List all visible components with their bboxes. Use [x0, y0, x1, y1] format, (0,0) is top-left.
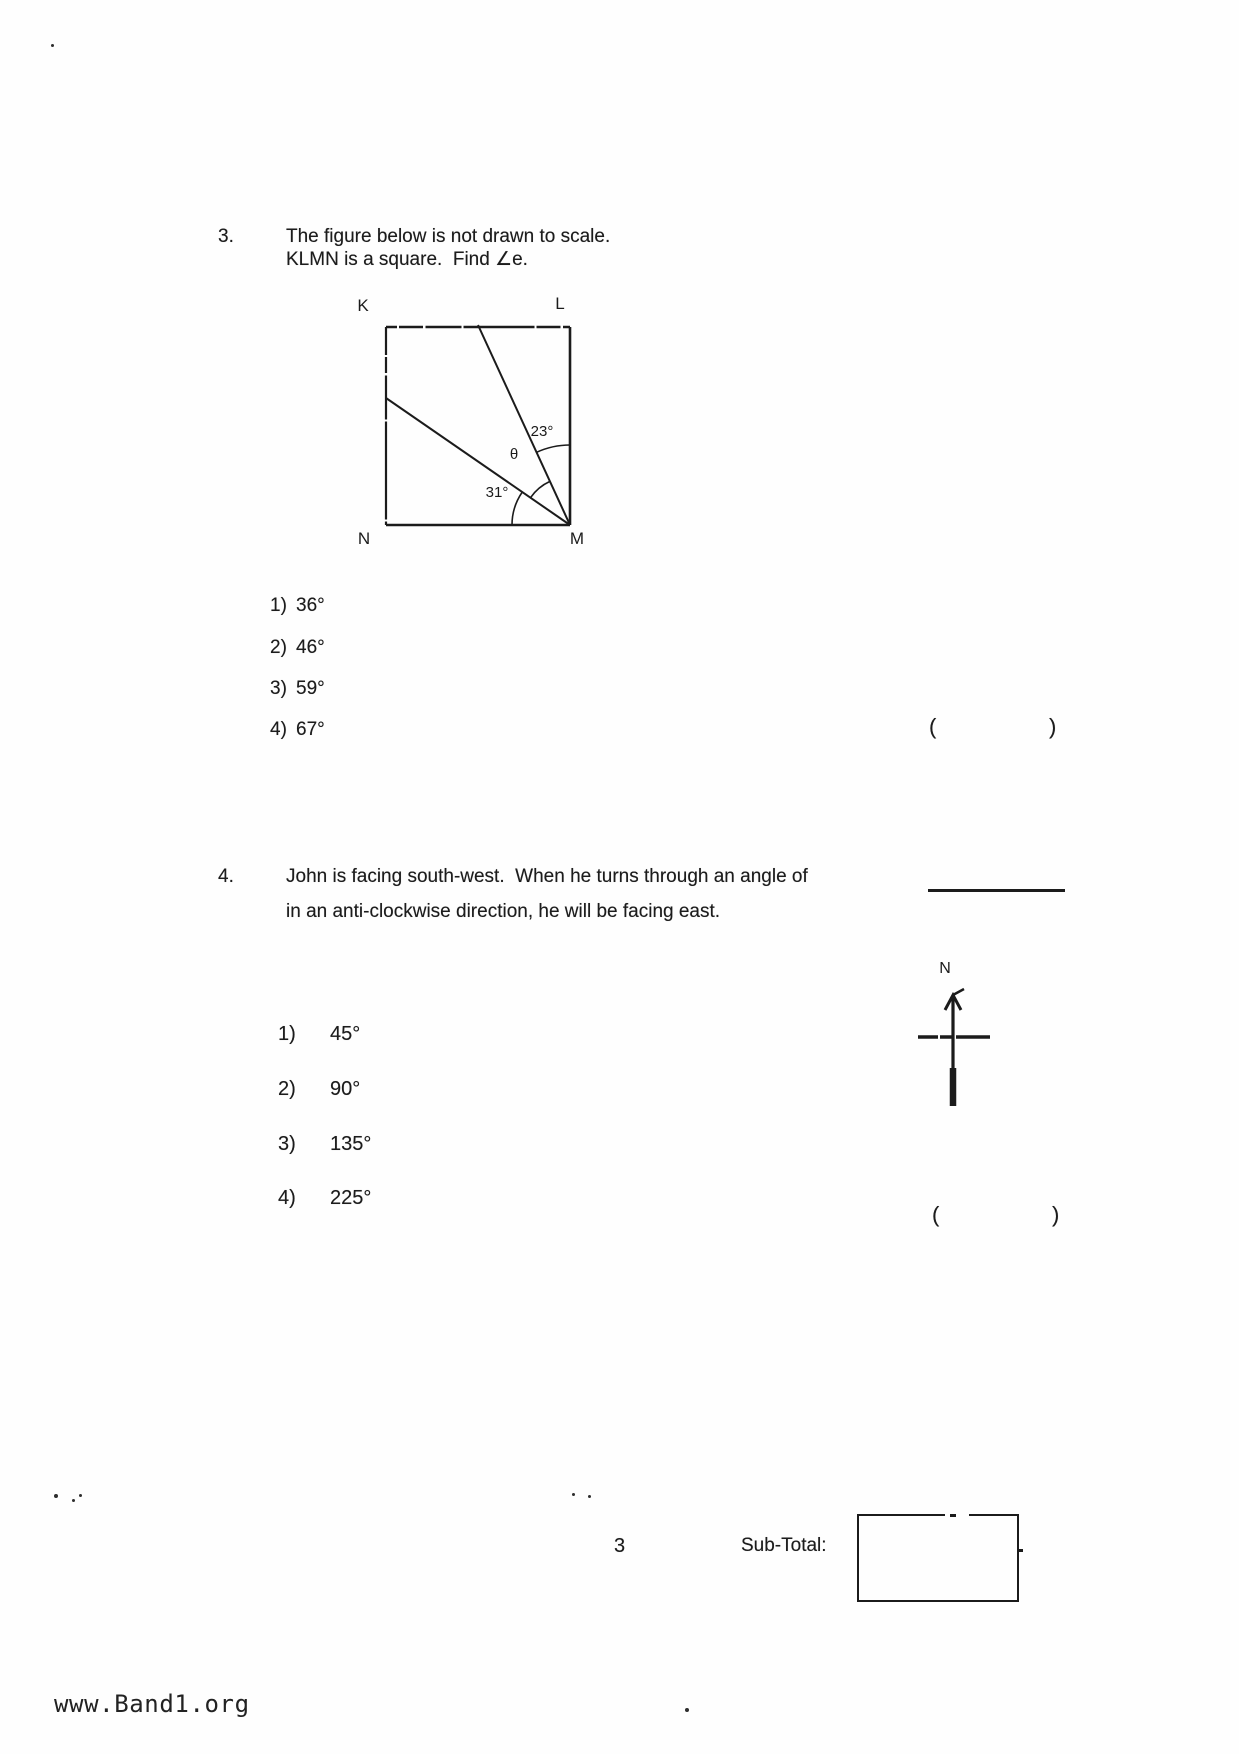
scan-dot — [72, 1499, 75, 1502]
q4-option-3-num: 3) — [278, 1133, 296, 1155]
q3-option-2-value: 46° — [296, 637, 325, 658]
q3-prompt-line1: The figure below is not drawn to scale. — [286, 226, 611, 247]
q4-option-1-num: 1) — [278, 1023, 296, 1045]
q4-answer-paren-open: ( — [932, 1202, 940, 1227]
q3-number: 3. — [218, 226, 234, 247]
q3-option-3 — [270, 678, 325, 701]
q4-number: 4. — [218, 866, 234, 887]
arc-theta — [531, 481, 550, 497]
q4-prompt-line2: in an anti-clockwise direction, he will be facing east. — [286, 901, 721, 922]
q4-answer-blank — [928, 889, 1065, 892]
footer-site-url: www.Band1.org — [54, 1690, 250, 1718]
q4-option-4-num: 4) — [278, 1187, 296, 1209]
q3-square-figure — [338, 288, 610, 568]
q3-option-4-value: 67° — [296, 719, 325, 740]
arc-23-deg — [537, 445, 570, 452]
scan-tick-box-right — [1017, 1549, 1023, 1552]
q4-option-2-value: 90° — [330, 1078, 361, 1100]
angle-theta-label: θ — [509, 446, 519, 463]
q4-answer-paren-close: ) — [1052, 1202, 1060, 1227]
vertex-l-label: L — [555, 294, 565, 313]
angle-23-label: 23° — [530, 423, 554, 440]
scan-dot — [572, 1493, 575, 1496]
subtotal-label: Sub-Total: — [741, 1535, 827, 1556]
q3-answer-paren-close: ) — [1049, 714, 1057, 739]
q3-option-1-value: 36° — [296, 595, 325, 616]
scan-dot — [588, 1495, 591, 1498]
page-number: 3 — [614, 1535, 626, 1557]
q4-option-4-value: 225° — [330, 1187, 372, 1209]
q4-option-1-value: 45° — [330, 1023, 361, 1045]
q3-option-2-num: 2) — [270, 637, 287, 658]
q3-option-1-num: 1) — [270, 595, 287, 616]
vertex-n-label: N — [357, 529, 371, 548]
angle-31-label: 31° — [485, 484, 509, 501]
q3-answer-paren-open: ( — [929, 714, 937, 739]
q4-compass-figure — [903, 948, 1013, 1118]
vertex-m-label: M — [569, 529, 585, 548]
q4-option-2 — [278, 1077, 360, 1101]
q4-option-3-value: 135° — [330, 1133, 372, 1155]
scan-dot — [685, 1708, 689, 1712]
q3-option-3-value: 59° — [296, 678, 325, 699]
q4-option-1 — [278, 1022, 360, 1046]
scan-dot — [54, 1494, 58, 1498]
q3-option-4-num: 4) — [270, 719, 287, 740]
q3-prompt-line2: KLMN is a square. Find ∠e. — [286, 249, 528, 270]
q3-option-3-num: 3) — [270, 678, 287, 699]
scan-dot — [79, 1494, 82, 1497]
vertex-k-label: K — [357, 296, 369, 315]
arc-31-deg — [512, 492, 522, 525]
scan-dash-box-top — [950, 1514, 956, 1517]
scan-gap-box-top — [945, 1511, 969, 1518]
q4-option-3 — [278, 1132, 371, 1156]
compass-arrow-flag — [953, 989, 964, 995]
q3-option-4 — [270, 719, 325, 742]
compass-north-label: N — [939, 960, 951, 977]
q4-option-2-num: 2) — [278, 1078, 296, 1100]
subtotal-score-box — [857, 1514, 1019, 1602]
q4-prompt-line1: John is facing south-west. When he turns through an angle of — [286, 866, 808, 887]
q4-option-4 — [278, 1186, 371, 1210]
q3-option-1 — [270, 595, 325, 618]
q3-option-2 — [270, 637, 325, 660]
scan-dot — [51, 44, 54, 47]
line-left-edge-to-m — [386, 398, 570, 525]
